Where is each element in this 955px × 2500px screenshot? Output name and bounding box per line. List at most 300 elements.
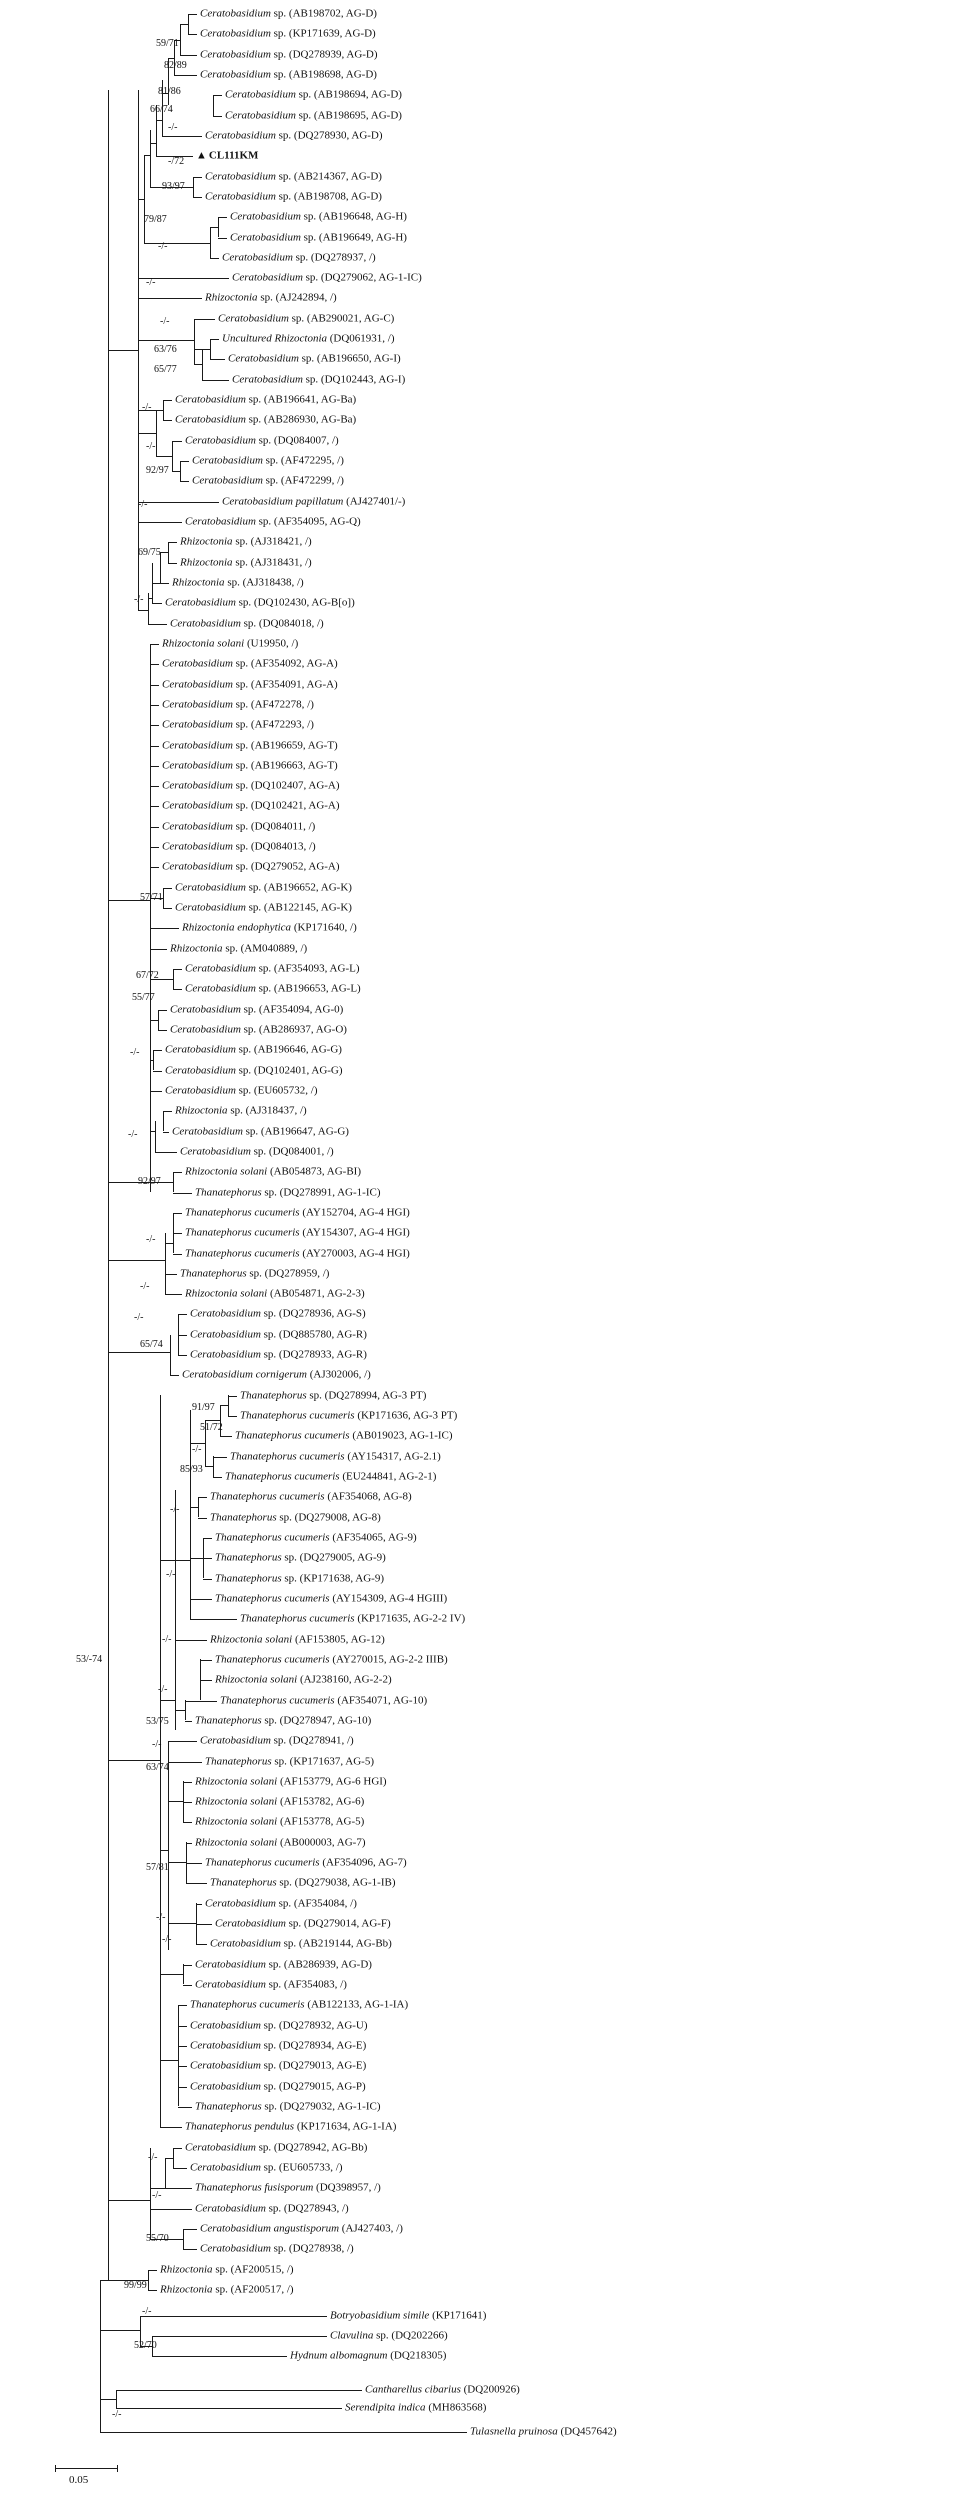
taxon-label: Ceratobasidium sp. (DQ084007, /)	[185, 434, 339, 447]
clade-vertical-line	[185, 1700, 186, 1720]
terminal-branch-line	[196, 1904, 202, 1905]
support-value: -/-	[138, 499, 148, 510]
terminal-branch-line	[150, 806, 159, 807]
taxon-label: Thanatephorus cucumeris (AY270015, AG-2-2 IIIB)	[215, 1653, 448, 1666]
terminal-branch-line	[203, 1558, 212, 1559]
terminal-branch-line	[218, 217, 227, 218]
support-value: -/-	[170, 1504, 180, 1515]
clade-vertical-line	[180, 24, 181, 55]
clade-vertical-line	[152, 563, 153, 603]
clade-vertical-line	[168, 542, 169, 563]
support-value: 53/-74	[76, 1654, 103, 1665]
terminal-branch-line	[138, 502, 219, 503]
terminal-branch-line	[175, 1640, 207, 1641]
support-value: 66/74	[150, 104, 173, 115]
taxon-label: Ceratobasidium sp. (DQ278936, AG-S)	[190, 1307, 366, 1320]
taxon-label: Ceratobasidium sp. (AB196641, AG-Ba)	[175, 393, 357, 406]
terminal-branch-line	[150, 746, 159, 747]
support-value: 63/74	[146, 1762, 169, 1773]
support-value: -/-	[192, 1444, 202, 1455]
taxon-label: Ceratobasidium sp. (AB290021, AG-C)	[218, 312, 395, 325]
support-value: -/-	[162, 1634, 172, 1645]
support-value: -/-	[142, 2306, 152, 2317]
terminal-branch-line	[228, 1416, 237, 1417]
support-value: -/-	[146, 441, 156, 452]
terminal-branch-line	[218, 238, 227, 239]
internal-branch-line	[168, 1801, 183, 1802]
support-value: 59/71	[156, 38, 179, 49]
scale-bar-tick-left	[55, 2465, 56, 2472]
clade-vertical-line	[228, 1395, 229, 1416]
terminal-branch-line	[165, 1274, 177, 1275]
internal-branch-line	[160, 2060, 178, 2061]
taxon-label: Ceratobasidium sp. (DQ279015, AG-P)	[190, 2080, 366, 2093]
clade-vertical-line	[156, 410, 157, 456]
terminal-branch-line	[183, 1965, 192, 1966]
clade-vertical-line	[183, 1964, 184, 1984]
terminal-branch-line	[150, 664, 159, 665]
support-value: -/-	[158, 241, 168, 252]
support-value: -/72	[168, 156, 185, 167]
internal-branch-line	[210, 227, 218, 228]
internal-branch-line	[194, 364, 202, 365]
support-value: 57/71	[140, 892, 163, 903]
taxon-label: Ceratobasidium sp. (DQ278938, /)	[200, 2242, 354, 2255]
taxon-label: Ceratobasidium sp. (DQ278937, /)	[222, 251, 376, 264]
terminal-branch-line	[140, 2316, 327, 2317]
clade-vertical-line	[202, 349, 203, 380]
internal-branch-line	[160, 552, 168, 553]
terminal-branch-line	[170, 1375, 179, 1376]
terminal-branch-line	[152, 603, 162, 604]
terminal-branch-line	[173, 1254, 182, 1255]
terminal-branch-line	[152, 2356, 287, 2357]
terminal-branch-line	[168, 1741, 197, 1742]
clade-vertical-line	[218, 217, 219, 237]
taxon-label: Ceratobasidium sp. (AB198698, AG-D)	[200, 68, 377, 81]
clade-vertical-line	[163, 888, 164, 908]
terminal-branch-line	[178, 1355, 187, 1356]
terminal-branch-line	[150, 827, 159, 828]
taxon-label: Ceratobasidium sp. (AF354083, /)	[195, 1978, 347, 1991]
terminal-branch-line	[153, 1071, 162, 1072]
internal-branch-line	[144, 243, 210, 244]
taxon-label: Thanatephorus cucumeris (KP171635, AG-2-2 IV)	[240, 1612, 466, 1625]
terminal-branch-line	[183, 1822, 192, 1823]
clade-vertical-line	[108, 90, 109, 2280]
terminal-branch-line	[198, 1497, 207, 1498]
taxon-label: Ceratobasidium sp. (AF354092, AG-A)	[162, 657, 338, 670]
terminal-branch-line	[150, 2209, 192, 2210]
taxon-label: Ceratobasidium sp. (AB122145, AG-K)	[175, 901, 352, 914]
taxon-label: Ceratobasidium sp. (DQ102430, AG-B[o])	[165, 596, 355, 609]
support-value: -/-	[160, 316, 170, 327]
terminal-branch-line	[173, 989, 182, 990]
taxon-label: Ceratobasidium sp. (AF354084, /)	[205, 1897, 357, 1910]
terminal-branch-line	[163, 908, 172, 909]
support-value: -/-	[112, 2409, 122, 2420]
support-value: -/-	[134, 594, 144, 605]
taxon-label: ▲ CL111KM	[196, 149, 259, 162]
support-value: 53/75	[146, 1716, 169, 1727]
terminal-branch-line	[173, 1172, 182, 1173]
terminal-branch-line	[178, 2066, 187, 2067]
terminal-branch-line	[178, 2046, 187, 2047]
support-value: 81/86	[158, 86, 181, 97]
clade-vertical-line	[170, 1335, 171, 1375]
taxon-label: Tulasnella pruinosa (DQ457642)	[470, 2425, 617, 2438]
taxon-label: Ceratobasidium sp. (DQ084013, /)	[162, 840, 316, 853]
internal-branch-line	[205, 1420, 220, 1421]
terminal-branch-line	[150, 766, 159, 767]
sample-triangle-icon: ▲	[196, 149, 207, 162]
terminal-branch-line	[220, 1436, 232, 1437]
terminal-branch-line	[173, 1233, 182, 1234]
clade-vertical-line	[173, 1172, 174, 1192]
terminal-branch-line	[185, 1701, 217, 1702]
internal-branch-line	[160, 1700, 175, 1701]
support-value: -/-	[162, 1934, 172, 1945]
support-value: 63/76	[154, 344, 177, 355]
internal-branch-line	[165, 1243, 173, 1244]
taxon-label: Ceratobasidium sp. (DQ102443, AG-I)	[232, 373, 406, 386]
support-value: 65/74	[140, 1339, 163, 1350]
terminal-branch-line	[180, 55, 197, 56]
terminal-branch-line	[196, 1924, 212, 1925]
taxon-label: Thanatephorus sp. (DQ279032, AG-1-IC)	[195, 2100, 381, 2113]
internal-branch-line	[138, 433, 156, 434]
terminal-branch-line	[196, 1944, 207, 1945]
taxon-label: Rhizoctonia solani (AF153779, AG-6 HGI)	[195, 1775, 387, 1788]
terminal-branch-line	[193, 197, 202, 198]
taxon-label: Ceratobasidium sp. (AB286930, AG-Ba)	[175, 413, 357, 426]
internal-branch-line	[205, 1466, 213, 1467]
support-value: -/-	[128, 1129, 138, 1140]
taxon-label: Ceratobasidium sp. (DQ279014, AG-F)	[215, 1917, 391, 1930]
terminal-branch-line	[186, 1883, 207, 1884]
terminal-branch-line	[152, 2336, 327, 2337]
terminal-branch-line	[178, 1314, 187, 1315]
internal-branch-line	[108, 1260, 165, 1261]
taxon-label: Ceratobasidium sp. (AB219144, AG-Bb)	[210, 1937, 392, 1950]
terminal-branch-line	[174, 75, 197, 76]
taxon-label: Thanatephorus cucumeris (AY152704, AG-4 HGI)	[185, 1206, 410, 1219]
terminal-branch-line	[168, 1762, 202, 1763]
support-value: -/-	[158, 1684, 168, 1695]
taxon-label: Ceratobasidium sp. (DQ102401, AG-G)	[165, 1064, 343, 1077]
terminal-branch-line	[150, 949, 167, 950]
taxon-label: Ceratobasidium sp. (AB196647, AG-G)	[172, 1125, 349, 1138]
taxon-label: Cantharellus cibarius (DQ200926)	[365, 2383, 520, 2396]
taxon-label: Rhizoctonia sp. (AJ318431, /)	[180, 556, 312, 569]
internal-branch-line	[108, 350, 138, 351]
clade-vertical-line	[148, 2270, 149, 2290]
terminal-branch-line	[213, 1457, 227, 1458]
support-value: 99/99	[124, 2280, 147, 2291]
taxon-label: Rhizoctonia solani (AB054871, AG-2-3)	[185, 1287, 365, 1300]
taxon-label: Thanatephorus sp. (DQ278959, /)	[180, 1267, 330, 1280]
clade-vertical-line	[198, 1497, 199, 1517]
internal-branch-line	[190, 1558, 203, 1559]
terminal-branch-line	[138, 522, 182, 523]
taxon-label: Ceratobasidium sp. (AF354093, AG-L)	[185, 962, 360, 975]
terminal-branch-line	[178, 2087, 187, 2088]
support-value: 92/97	[146, 465, 169, 476]
clade-vertical-line	[150, 644, 151, 1192]
clade-vertical-line	[213, 1456, 214, 1477]
taxon-label: Thanatephorus sp. (DQ278991, AG-1-IC)	[195, 1186, 381, 1199]
terminal-branch-line	[116, 2390, 362, 2391]
terminal-branch-line	[163, 1111, 172, 1112]
clade-vertical-line	[194, 319, 195, 364]
support-value: -/-	[166, 1569, 176, 1580]
scale-bar-label: 0.05	[69, 2474, 89, 2486]
terminal-branch-line	[186, 1843, 192, 1844]
taxon-label: Thanatephorus cucumeris (AF354065, AG-9)	[215, 1531, 417, 1544]
terminal-branch-line	[180, 461, 189, 462]
clade-vertical-line	[165, 1233, 166, 1294]
terminal-branch-line	[150, 644, 159, 645]
taxon-label: Thanatephorus cucumeris (KP171636, AG-3 PT)	[240, 1409, 458, 1422]
terminal-branch-line	[150, 705, 159, 706]
taxon-label: Ceratobasidium sp. (DQ084018, /)	[170, 617, 324, 630]
taxon-label: Rhizoctonia solani (AB000003, AG-7)	[195, 1836, 366, 1849]
taxon-label: Ceratobasidium sp. (AF354091, AG-A)	[162, 678, 338, 691]
support-value: 93/97	[162, 181, 185, 192]
terminal-branch-line	[210, 359, 225, 360]
taxon-label: Ceratobasidium sp. (DQ278941, /)	[200, 1734, 354, 1747]
taxon-label: Thanatephorus cucumeris (AY270003, AG-4 HGI)	[185, 1247, 410, 1260]
taxon-label: Rhizoctonia solani (U19950, /)	[162, 637, 299, 650]
taxon-label: Rhizoctonia solani (AF153805, AG-12)	[210, 1633, 385, 1646]
taxon-label: Ceratobasidium sp. (AF472293, /)	[162, 718, 314, 731]
terminal-branch-line	[190, 1599, 212, 1600]
taxon-label: Ceratobasidium sp. (DQ278933, AG-R)	[190, 1348, 367, 1361]
taxon-label: Ceratobasidium sp. (AB286937, AG-O)	[170, 1023, 347, 1036]
terminal-branch-line	[213, 116, 222, 117]
terminal-branch-line	[148, 624, 167, 625]
terminal-branch-line	[148, 2270, 157, 2271]
clade-vertical-line	[173, 969, 174, 989]
clade-vertical-line	[210, 339, 211, 359]
taxon-label: Ceratobasidium sp. (AB196652, AG-K)	[175, 881, 352, 894]
terminal-branch-line	[155, 1152, 177, 1153]
support-value: 85/93	[180, 1464, 203, 1475]
taxon-label: Ceratobasidium sp. (AF472278, /)	[162, 698, 314, 711]
support-value: 51/72	[200, 1422, 223, 1433]
internal-branch-line	[108, 1760, 160, 1761]
clade-vertical-line	[188, 14, 189, 34]
terminal-branch-line	[178, 2026, 187, 2027]
terminal-branch-line	[150, 867, 159, 868]
terminal-branch-line	[163, 1132, 169, 1133]
terminal-branch-line	[202, 380, 229, 381]
taxon-label: Ceratobasidium sp. (DQ885780, AG-R)	[190, 1328, 367, 1341]
taxon-label: Ceratobasidium sp. (AF354094, AG-0)	[170, 1003, 344, 1016]
terminal-branch-line	[200, 1680, 212, 1681]
clade-vertical-line	[190, 1410, 191, 1619]
support-value: 55/77	[132, 992, 155, 1003]
clade-vertical-line	[180, 461, 181, 481]
taxon-label: Thanatephorus cucumeris (AY154307, AG-4 HGI)	[185, 1226, 410, 1239]
support-value: 57/81	[146, 1862, 169, 1873]
taxon-label: Thanatephorus cucumeris (AB122133, AG-1-IA)	[190, 1998, 409, 2011]
terminal-branch-line	[203, 1579, 212, 1580]
taxon-label: Thanatephorus pendulus (KP171634, AG-1-IA)	[185, 2120, 397, 2133]
terminal-branch-line	[190, 1619, 237, 1620]
internal-branch-line	[152, 583, 160, 584]
terminal-branch-line	[160, 583, 169, 584]
taxon-label: Ceratobasidium sp. (DQ084001, /)	[180, 1145, 334, 1158]
taxon-label: Thanatephorus cucumeris (AF354068, AG-8)	[210, 1490, 412, 1503]
taxon-label: Thanatephorus sp. (DQ279038, AG-1-IB)	[210, 1876, 396, 1889]
terminal-branch-line	[150, 685, 159, 686]
terminal-branch-line	[163, 400, 172, 401]
support-value: -/-	[134, 1312, 144, 1323]
terminal-branch-line	[183, 2229, 197, 2230]
clade-vertical-line	[155, 1121, 156, 1152]
support-value: 67/72	[136, 970, 159, 981]
support-value: 91/97	[192, 1402, 215, 1413]
taxon-label: Botryobasidium simile (KP171641)	[330, 2309, 487, 2322]
terminal-branch-line	[173, 969, 182, 970]
clade-vertical-line	[144, 155, 145, 243]
support-value: -/-	[152, 1739, 162, 1750]
clade-vertical-line	[116, 2390, 117, 2408]
taxon-label: Ceratobasidium sp. (DQ102407, AG-A)	[162, 779, 340, 792]
taxon-label: Rhizoctonia sp. (AF200517, /)	[160, 2283, 294, 2296]
terminal-branch-line	[200, 1660, 212, 1661]
taxon-label: Ceratobasidium sp. (AB198695, AG-D)	[225, 109, 402, 122]
terminal-branch-line	[172, 441, 182, 442]
taxon-label: Ceratobasidium papillatum (AJ427401/-)	[222, 495, 406, 508]
support-value: -/-	[146, 277, 156, 288]
terminal-branch-line	[188, 34, 197, 35]
terminal-branch-line	[165, 2188, 192, 2189]
clade-vertical-line	[160, 1395, 161, 2127]
clade-vertical-line	[178, 2005, 179, 2106]
clade-vertical-line	[175, 1490, 176, 1730]
terminal-branch-line	[150, 725, 159, 726]
taxon-label: Ceratobasidium sp. (DQ278943, /)	[195, 2202, 349, 2215]
terminal-branch-line	[185, 1721, 192, 1722]
terminal-branch-line	[228, 1396, 237, 1397]
support-value: -/-	[148, 2152, 158, 2163]
clade-vertical-line	[100, 2280, 101, 2432]
clade-vertical-line	[173, 2148, 174, 2168]
terminal-branch-line	[165, 1294, 182, 1295]
taxon-label: Ceratobasidium sp. (AF472295, /)	[192, 454, 344, 467]
taxon-label: Ceratobasidium sp. (AB198702, AG-D)	[200, 7, 377, 20]
internal-branch-line	[138, 610, 148, 611]
terminal-branch-line	[148, 2290, 157, 2291]
clade-vertical-line	[138, 90, 139, 610]
taxon-label: Ceratobasidium sp. (EU605733, /)	[190, 2161, 343, 2174]
support-value: 55/70	[146, 2233, 169, 2244]
support-value: 82/89	[164, 60, 187, 71]
internal-branch-line	[160, 1974, 183, 1975]
taxon-label: Thanatephorus fusisporum (DQ398957, /)	[195, 2181, 381, 2194]
taxon-label: Ceratobasidium sp. (DQ279052, AG-A)	[162, 860, 340, 873]
taxon-label: Rhizoctonia sp. (AJ318421, /)	[180, 535, 312, 548]
taxon-label: Ceratobasidium sp. (AB214367, AG-D)	[205, 170, 382, 183]
terminal-branch-line	[160, 2127, 182, 2128]
taxon-label: Ceratobasidium sp. (DQ084011, /)	[162, 820, 316, 833]
taxon-label: Ceratobasidium sp. (DQ278932, AG-U)	[190, 2019, 368, 2032]
taxon-label: Thanatephorus sp. (DQ279005, AG-9)	[215, 1551, 386, 1564]
support-value: -/-	[142, 402, 152, 413]
terminal-branch-line	[116, 2408, 342, 2409]
terminal-branch-line	[180, 481, 189, 482]
clade-vertical-line	[210, 227, 211, 258]
taxon-label: Ceratobasidium sp. (AB196649, AG-H)	[230, 231, 407, 244]
taxon-label: Serendipita indica (MH863568)	[345, 2401, 487, 2414]
taxon-label: Ceratobasidium sp. (AB198694, AG-D)	[225, 88, 402, 101]
internal-branch-line	[108, 2200, 150, 2201]
terminal-branch-line	[194, 319, 215, 320]
support-value: -/-	[146, 1234, 156, 1245]
taxon-label: Ceratobasidium sp. (AB196663, AG-T)	[162, 759, 338, 772]
terminal-branch-line	[168, 563, 177, 564]
support-value: -/-	[152, 2190, 162, 2201]
terminal-branch-line	[183, 1985, 192, 1986]
internal-branch-line	[150, 2188, 165, 2189]
support-value: -/-	[168, 122, 178, 133]
taxon-label: Ceratobasidium sp. (DQ278930, AG-D)	[205, 129, 383, 142]
support-value: 52/70	[134, 2340, 157, 2351]
internal-branch-line	[190, 1507, 198, 1508]
taxon-label: Ceratobasidium sp. (AF472299, /)	[192, 474, 344, 487]
terminal-branch-line	[210, 339, 219, 340]
internal-branch-line	[160, 1850, 168, 1851]
internal-branch-line	[150, 1020, 158, 1021]
support-value: -/-	[130, 1047, 140, 1058]
terminal-branch-line	[150, 786, 159, 787]
taxon-label: Rhizoctonia endophytica (KP171640, /)	[182, 921, 357, 934]
terminal-branch-line	[173, 2148, 182, 2149]
taxon-label: Thanatephorus sp. (DQ278994, AG-3 PT)	[240, 1389, 427, 1402]
taxon-label: Ceratobasidium sp. (AF354095, AG-Q)	[185, 515, 361, 528]
taxon-label: Ceratobasidium sp. (AB196653, AG-L)	[185, 982, 361, 995]
scale-bar-tick-right	[117, 2465, 118, 2472]
internal-branch-line	[168, 1862, 186, 1863]
terminal-branch-line	[210, 258, 219, 259]
internal-branch-line	[220, 1405, 228, 1406]
clade-vertical-line	[150, 130, 151, 187]
taxon-label: Ceratobasidium sp. (AB196648, AG-H)	[230, 210, 407, 223]
taxon-label: Ceratobasidium sp. (DQ279013, AG-E)	[190, 2059, 367, 2072]
clade-vertical-line	[183, 2229, 184, 2249]
taxon-label: Rhizoctonia solani (AJ238160, AG-2-2)	[215, 1673, 392, 1686]
internal-branch-line	[100, 2399, 116, 2400]
taxon-label: Ceratobasidium sp. (AB198708, AG-D)	[205, 190, 382, 203]
terminal-branch-line	[186, 1863, 202, 1864]
terminal-branch-line	[183, 1802, 192, 1803]
taxon-label: Ceratobasidium cornigerum (AJ302006, /)	[182, 1368, 371, 1381]
taxon-label: Ceratobasidium sp. (DQ278942, AG-Bb)	[185, 2141, 368, 2154]
terminal-branch-line	[193, 177, 202, 178]
taxon-label: Ceratobasidium sp. (DQ278939, AG-D)	[200, 48, 378, 61]
scale-bar-line	[55, 2468, 118, 2469]
terminal-branch-line	[150, 1091, 162, 1092]
terminal-branch-line	[168, 542, 177, 543]
taxon-label: Ceratobasidium sp. (AB196646, AG-G)	[165, 1043, 342, 1056]
terminal-branch-line	[150, 847, 159, 848]
taxon-label: Ceratobasidium sp. (AB196650, AG-I)	[228, 352, 401, 365]
taxon-label: Clavulina sp. (DQ202266)	[330, 2329, 448, 2342]
taxon-label: Thanatephorus cucumeris (EU244841, AG-2-1)	[225, 1470, 437, 1483]
taxon-label: Rhizoctonia sp. (AJ318438, /)	[172, 576, 304, 589]
